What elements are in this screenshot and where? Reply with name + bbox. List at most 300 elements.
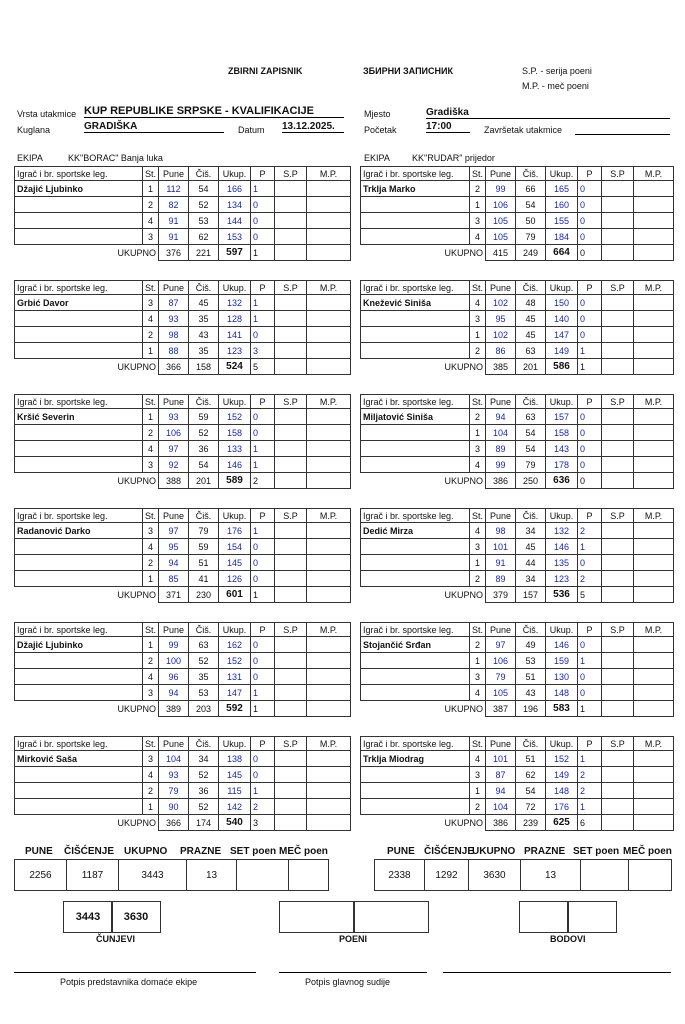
legend-sp: S.P. - serija poeni bbox=[522, 66, 592, 76]
column-header: St. bbox=[470, 509, 486, 523]
p-cell: 0 bbox=[578, 327, 602, 343]
sp-cell bbox=[602, 229, 634, 245]
sp-cell bbox=[602, 181, 634, 197]
player-name-empty bbox=[361, 343, 470, 359]
signature-line-referee bbox=[279, 972, 427, 973]
column-header: St. bbox=[143, 167, 159, 181]
sp-cell bbox=[275, 343, 307, 359]
column-header: St. bbox=[143, 509, 159, 523]
column-header: M.P. bbox=[634, 167, 674, 181]
column-header: S.P bbox=[602, 509, 634, 523]
total-cis: 230 bbox=[189, 587, 219, 603]
mp-cell bbox=[634, 523, 674, 539]
poeni-label: POENI bbox=[339, 934, 368, 944]
column-header: M.P. bbox=[307, 623, 351, 637]
total-label: UKUPNO bbox=[444, 361, 484, 372]
lane-cell: 1 bbox=[470, 197, 486, 213]
player-name-empty bbox=[361, 441, 470, 457]
column-header: Čiš. bbox=[189, 167, 219, 181]
pune-cell: 92 bbox=[159, 457, 189, 473]
sp-cell bbox=[602, 555, 634, 571]
p-cell: 0 bbox=[578, 685, 602, 701]
p-cell: 0 bbox=[251, 669, 275, 685]
total-mp bbox=[307, 815, 351, 831]
p-cell: 0 bbox=[578, 425, 602, 441]
player-name-empty bbox=[361, 555, 470, 571]
total-mp bbox=[307, 245, 351, 261]
p-cell: 0 bbox=[578, 457, 602, 473]
pune-cell: 85 bbox=[159, 571, 189, 587]
table-row bbox=[361, 197, 674, 213]
player-name: Trklja Marko bbox=[361, 181, 470, 197]
lane-cell: 3 bbox=[470, 539, 486, 555]
table-row bbox=[15, 571, 351, 587]
cis-cell: 53 bbox=[516, 653, 546, 669]
player-name: Knežević Siniša bbox=[361, 295, 470, 311]
mp-cell bbox=[634, 555, 674, 571]
total-p: 2 bbox=[251, 473, 275, 489]
ukup-cell: 166 bbox=[219, 181, 251, 197]
p-cell: 1 bbox=[251, 295, 275, 311]
lane-cell: 3 bbox=[143, 457, 159, 473]
home-block-table bbox=[14, 280, 351, 375]
home-block-table bbox=[14, 622, 351, 717]
table-row bbox=[361, 799, 674, 815]
player-name: Stojančić Srđan bbox=[361, 637, 470, 653]
column-header: S.P bbox=[275, 281, 307, 295]
ukup-cell: 143 bbox=[546, 441, 578, 457]
column-header: Igrač i br. sportske leg. bbox=[361, 737, 470, 751]
total-sp bbox=[275, 701, 307, 717]
p-cell: 0 bbox=[251, 425, 275, 441]
summary-away-header: PUNE bbox=[387, 846, 415, 857]
total-mp bbox=[634, 245, 674, 261]
ukup-cell: 178 bbox=[546, 457, 578, 473]
table-row bbox=[15, 457, 351, 473]
ukup-cell: 132 bbox=[219, 295, 251, 311]
cis-cell: 45 bbox=[516, 311, 546, 327]
total-sp bbox=[275, 245, 307, 261]
cis-cell: 53 bbox=[189, 213, 219, 229]
total-ukup: 636 bbox=[546, 473, 578, 489]
column-header: M.P. bbox=[307, 167, 351, 181]
pune-cell: 94 bbox=[486, 783, 516, 799]
summary-away-prazne: 13 bbox=[521, 860, 581, 891]
total-pune: 389 bbox=[159, 701, 189, 717]
player-name-empty bbox=[15, 197, 143, 213]
table-row bbox=[15, 669, 351, 685]
total-pune: 379 bbox=[486, 587, 516, 603]
pune-cell: 95 bbox=[159, 539, 189, 555]
player-name-empty bbox=[15, 229, 143, 245]
cis-cell: 59 bbox=[189, 539, 219, 555]
player-name-empty bbox=[15, 571, 143, 587]
lane-cell: 1 bbox=[143, 799, 159, 815]
total-cis: 201 bbox=[189, 473, 219, 489]
ukup-cell: 155 bbox=[546, 213, 578, 229]
cis-cell: 41 bbox=[189, 571, 219, 587]
lane-cell: 4 bbox=[470, 523, 486, 539]
ukup-cell: 146 bbox=[546, 539, 578, 555]
cis-cell: 52 bbox=[189, 197, 219, 213]
p-cell: 0 bbox=[251, 409, 275, 425]
player-name-empty bbox=[361, 539, 470, 555]
cis-cell: 54 bbox=[189, 181, 219, 197]
lane-cell: 2 bbox=[470, 571, 486, 587]
sp-cell bbox=[275, 295, 307, 311]
cunjevi-home-value: 3443 bbox=[75, 911, 101, 923]
column-header: Ukup. bbox=[546, 509, 578, 523]
column-header: M.P. bbox=[634, 281, 674, 295]
pune-cell: 90 bbox=[159, 799, 189, 815]
player-name-empty bbox=[15, 311, 143, 327]
player-name-empty bbox=[15, 653, 143, 669]
pune-cell: 98 bbox=[159, 327, 189, 343]
ukup-cell: 165 bbox=[546, 181, 578, 197]
cis-cell: 79 bbox=[516, 457, 546, 473]
player-name-empty bbox=[15, 799, 143, 815]
sp-cell bbox=[275, 311, 307, 327]
p-cell: 1 bbox=[578, 653, 602, 669]
player-name-empty bbox=[361, 425, 470, 441]
pune-cell: 79 bbox=[159, 783, 189, 799]
total-mp bbox=[307, 587, 351, 603]
total-row bbox=[361, 587, 674, 603]
table-row bbox=[361, 213, 674, 229]
poeni-home-box bbox=[279, 901, 355, 933]
column-header: St. bbox=[143, 737, 159, 751]
summary-home-pune: 2256 bbox=[15, 860, 67, 891]
total-cis: 249 bbox=[516, 245, 546, 261]
ukup-cell: 142 bbox=[219, 799, 251, 815]
total-sp bbox=[602, 701, 634, 717]
lane-cell: 2 bbox=[470, 181, 486, 197]
total-p: 1 bbox=[251, 245, 275, 261]
table-row bbox=[15, 181, 351, 197]
mp-cell bbox=[307, 653, 351, 669]
cis-cell: 43 bbox=[516, 685, 546, 701]
ukup-cell: 135 bbox=[546, 555, 578, 571]
pune-cell: 105 bbox=[486, 229, 516, 245]
home-block-table bbox=[14, 394, 351, 489]
total-pune: 371 bbox=[159, 587, 189, 603]
total-row bbox=[361, 245, 674, 261]
ukup-cell: 126 bbox=[219, 571, 251, 587]
table-row bbox=[361, 441, 674, 457]
p-cell: 1 bbox=[251, 441, 275, 457]
sp-cell bbox=[602, 311, 634, 327]
pune-cell: 102 bbox=[486, 327, 516, 343]
player-name-empty bbox=[15, 539, 143, 555]
alley-value: GRADIŠKA bbox=[84, 121, 224, 133]
column-header: Pune bbox=[486, 509, 516, 523]
player-name-empty bbox=[361, 311, 470, 327]
sp-cell bbox=[275, 197, 307, 213]
pune-cell: 87 bbox=[159, 295, 189, 311]
column-header: Ukup. bbox=[546, 281, 578, 295]
pune-cell: 106 bbox=[486, 653, 516, 669]
column-header: Ukup. bbox=[546, 737, 578, 751]
column-header: Pune bbox=[486, 167, 516, 181]
column-header: Čiš. bbox=[516, 167, 546, 181]
summary-away-header: MEČ poen bbox=[623, 846, 672, 857]
total-ukup: 589 bbox=[219, 473, 251, 489]
mp-cell bbox=[634, 457, 674, 473]
mp-cell bbox=[634, 539, 674, 555]
p-cell: 0 bbox=[578, 181, 602, 197]
pune-cell: 105 bbox=[486, 213, 516, 229]
pune-cell: 94 bbox=[159, 685, 189, 701]
lane-cell: 3 bbox=[470, 213, 486, 229]
lane-cell: 2 bbox=[143, 425, 159, 441]
total-ukup: 586 bbox=[546, 359, 578, 375]
column-header: Pune bbox=[486, 623, 516, 637]
lane-cell: 4 bbox=[470, 229, 486, 245]
total-cis: 196 bbox=[516, 701, 546, 717]
player-name: Mirković Saša bbox=[15, 751, 143, 767]
pune-cell: 89 bbox=[486, 571, 516, 587]
column-header: M.P. bbox=[307, 281, 351, 295]
total-label: UKUPNO bbox=[444, 475, 484, 486]
total-label: UKUPNO bbox=[117, 475, 157, 486]
player-name-empty bbox=[15, 767, 143, 783]
mp-cell bbox=[307, 685, 351, 701]
home-block-table bbox=[14, 166, 351, 261]
cunjevi-home-box bbox=[63, 901, 113, 933]
column-header: St. bbox=[470, 623, 486, 637]
column-header: St. bbox=[143, 623, 159, 637]
column-header: S.P bbox=[602, 281, 634, 295]
ukup-cell: 157 bbox=[546, 409, 578, 425]
sp-cell bbox=[602, 409, 634, 425]
p-cell: 0 bbox=[251, 229, 275, 245]
ukup-cell: 131 bbox=[219, 669, 251, 685]
mp-cell bbox=[634, 637, 674, 653]
p-cell: 1 bbox=[578, 799, 602, 815]
column-header: Pune bbox=[486, 395, 516, 409]
summary-home-header: MEČ poen bbox=[279, 846, 328, 857]
player-name-empty bbox=[361, 783, 470, 799]
total-sp bbox=[602, 815, 634, 831]
column-header: St. bbox=[470, 737, 486, 751]
p-cell: 0 bbox=[578, 669, 602, 685]
mp-cell bbox=[307, 783, 351, 799]
p-cell: 1 bbox=[578, 343, 602, 359]
p-cell: 0 bbox=[578, 213, 602, 229]
p-cell: 0 bbox=[251, 767, 275, 783]
sp-cell bbox=[275, 409, 307, 425]
total-sp bbox=[275, 473, 307, 489]
pune-cell: 101 bbox=[486, 751, 516, 767]
signature-line-extra bbox=[443, 972, 671, 973]
mp-cell bbox=[307, 197, 351, 213]
cis-cell: 34 bbox=[516, 571, 546, 587]
table-row bbox=[15, 555, 351, 571]
summary-away-pune: 2338 bbox=[375, 860, 425, 891]
player-name-empty bbox=[361, 685, 470, 701]
lane-cell: 3 bbox=[143, 751, 159, 767]
lane-cell: 3 bbox=[143, 523, 159, 539]
column-header: S.P bbox=[275, 509, 307, 523]
column-header: M.P. bbox=[634, 623, 674, 637]
p-cell: 2 bbox=[578, 571, 602, 587]
total-cis: 201 bbox=[516, 359, 546, 375]
total-p: 3 bbox=[251, 815, 275, 831]
table-row bbox=[361, 425, 674, 441]
p-cell: 0 bbox=[578, 555, 602, 571]
total-cis: 239 bbox=[516, 815, 546, 831]
p-cell: 0 bbox=[578, 441, 602, 457]
pune-cell: 104 bbox=[486, 799, 516, 815]
mp-cell bbox=[307, 181, 351, 197]
cis-cell: 51 bbox=[516, 669, 546, 685]
pune-cell: 89 bbox=[486, 441, 516, 457]
column-header: Pune bbox=[486, 281, 516, 295]
bodovi-home-box bbox=[519, 901, 569, 933]
column-header: P bbox=[578, 395, 602, 409]
summary-away-header: PRAZNE bbox=[524, 846, 566, 857]
signature-line-home bbox=[14, 972, 256, 973]
pune-cell: 93 bbox=[159, 311, 189, 327]
table-row bbox=[361, 295, 674, 311]
column-header: Čiš. bbox=[189, 509, 219, 523]
total-mp bbox=[634, 473, 674, 489]
ukup-cell: 162 bbox=[219, 637, 251, 653]
column-header: P bbox=[578, 737, 602, 751]
column-header: S.P bbox=[275, 167, 307, 181]
player-name: Radanović Darko bbox=[15, 523, 143, 539]
sp-cell bbox=[275, 751, 307, 767]
lane-cell: 3 bbox=[143, 295, 159, 311]
p-cell: 0 bbox=[251, 751, 275, 767]
mp-cell bbox=[634, 213, 674, 229]
mp-cell bbox=[634, 783, 674, 799]
lane-cell: 3 bbox=[470, 441, 486, 457]
bodovi-away-box bbox=[567, 901, 617, 933]
lane-cell: 1 bbox=[143, 409, 159, 425]
column-header: St. bbox=[470, 395, 486, 409]
total-row bbox=[361, 815, 674, 831]
ukup-cell: 123 bbox=[219, 343, 251, 359]
pune-cell: 91 bbox=[486, 555, 516, 571]
sp-cell bbox=[275, 555, 307, 571]
total-pune: 415 bbox=[486, 245, 516, 261]
table-row bbox=[361, 555, 674, 571]
mp-cell bbox=[307, 213, 351, 229]
total-cis: 203 bbox=[189, 701, 219, 717]
mp-cell bbox=[634, 295, 674, 311]
total-cis: 221 bbox=[189, 245, 219, 261]
pune-cell: 88 bbox=[159, 343, 189, 359]
column-header: Igrač i br. sportske leg. bbox=[15, 395, 143, 409]
p-cell: 0 bbox=[578, 197, 602, 213]
pune-cell: 100 bbox=[159, 653, 189, 669]
summary-home-header: ČIŠĆENJE bbox=[64, 846, 115, 857]
sp-cell bbox=[275, 685, 307, 701]
total-pune: 386 bbox=[486, 473, 516, 489]
p-cell: 1 bbox=[251, 685, 275, 701]
p-cell: 2 bbox=[251, 799, 275, 815]
mp-cell bbox=[634, 653, 674, 669]
ukup-cell: 152 bbox=[219, 409, 251, 425]
column-header: Igrač i br. sportske leg. bbox=[15, 281, 143, 295]
cis-cell: 43 bbox=[189, 327, 219, 343]
column-header: Čiš. bbox=[189, 395, 219, 409]
sp-cell bbox=[275, 539, 307, 555]
column-header: Igrač i br. sportske leg. bbox=[361, 395, 470, 409]
cis-cell: 35 bbox=[189, 669, 219, 685]
player-name-empty bbox=[15, 343, 143, 359]
column-header: Pune bbox=[159, 281, 189, 295]
lane-cell: 1 bbox=[143, 571, 159, 587]
cis-cell: 35 bbox=[189, 343, 219, 359]
column-header: Čiš. bbox=[516, 737, 546, 751]
column-header: Igrač i br. sportske leg. bbox=[15, 623, 143, 637]
total-label: UKUPNO bbox=[444, 247, 484, 258]
lane-cell: 2 bbox=[470, 799, 486, 815]
player-name-empty bbox=[15, 457, 143, 473]
column-header: Ukup. bbox=[219, 167, 251, 181]
column-header: S.P bbox=[602, 395, 634, 409]
column-header: Igrač i br. sportske leg. bbox=[15, 737, 143, 751]
player-name: Grbić Davor bbox=[15, 295, 143, 311]
player-name-empty bbox=[361, 767, 470, 783]
p-cell: 0 bbox=[578, 295, 602, 311]
match-type-label: Vrsta utakmice bbox=[17, 109, 77, 119]
start-label: Početak bbox=[364, 125, 397, 135]
cis-cell: 45 bbox=[516, 327, 546, 343]
total-row bbox=[361, 701, 674, 717]
ukup-cell: 146 bbox=[219, 457, 251, 473]
lane-cell: 4 bbox=[470, 685, 486, 701]
pune-cell: 97 bbox=[159, 441, 189, 457]
p-cell: 0 bbox=[251, 327, 275, 343]
pune-cell: 93 bbox=[159, 767, 189, 783]
column-header: Igrač i br. sportske leg. bbox=[361, 509, 470, 523]
pune-cell: 104 bbox=[486, 425, 516, 441]
total-p: 1 bbox=[251, 587, 275, 603]
table-row bbox=[361, 783, 674, 799]
summary-home-header: SET poen bbox=[230, 846, 277, 857]
lane-cell: 1 bbox=[470, 555, 486, 571]
column-header: Ukup. bbox=[219, 395, 251, 409]
column-header: Igrač i br. sportske leg. bbox=[15, 509, 143, 523]
sp-cell bbox=[275, 425, 307, 441]
ukup-cell: 144 bbox=[219, 213, 251, 229]
cis-cell: 34 bbox=[516, 523, 546, 539]
column-header: S.P bbox=[602, 737, 634, 751]
mp-cell bbox=[634, 571, 674, 587]
signature-referee-label: Potpis glavnog sudije bbox=[305, 977, 391, 987]
ukup-cell: 184 bbox=[546, 229, 578, 245]
pune-cell: 94 bbox=[486, 409, 516, 425]
table-row bbox=[361, 327, 674, 343]
player-name: Dedić Mirza bbox=[361, 523, 470, 539]
end-label: Završetak utakmice bbox=[484, 125, 563, 135]
sp-cell bbox=[275, 767, 307, 783]
sp-cell bbox=[275, 523, 307, 539]
p-cell: 0 bbox=[578, 637, 602, 653]
total-cis: 250 bbox=[516, 473, 546, 489]
p-cell: 1 bbox=[251, 783, 275, 799]
mp-cell bbox=[634, 767, 674, 783]
cis-cell: 36 bbox=[189, 441, 219, 457]
lane-cell: 3 bbox=[470, 767, 486, 783]
mp-cell bbox=[307, 799, 351, 815]
legend-mp: M.P. - meč poeni bbox=[522, 81, 589, 91]
sp-cell bbox=[602, 685, 634, 701]
table-row bbox=[361, 653, 674, 669]
